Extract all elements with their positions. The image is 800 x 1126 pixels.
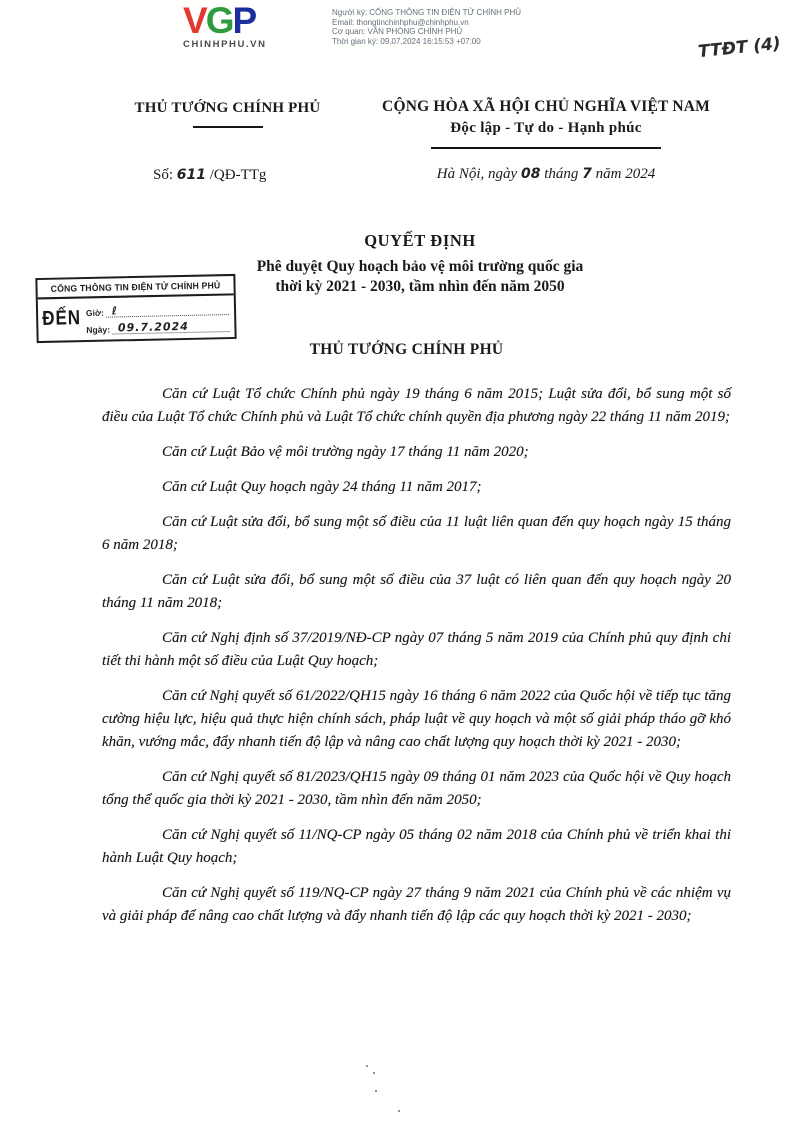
signature-email: Email: thongtinchinhphu@chinhphu.vn	[332, 17, 469, 27]
legal-basis-paragraph: Căn cứ Nghị quyết số 61/2022/QH15 ngày 16 tháng 6 năm 2022 của Quốc hội về tiếp tục tăng cường hiệu lực, hiệu quả thực hiện chính sách, pháp luật về quy hoạch và một số giải pháp tháo gỡ khó khăn, vướng mắc, đẩy nhanh tiến độ lập và nâng cao chất lượng quy hoạch thời kỳ 2021 - 2030;	[102, 688, 731, 750]
stamp-date-line	[86, 315, 229, 335]
motto-line1: CỘNG HÒA XÃ HỘI CHỦ NGHĨA VIỆT NAM	[382, 98, 710, 115]
signature-signer: Người ký: CỔNG THÔNG TIN ĐIỆN TỬ CHÍNH PHỦ	[332, 8, 522, 17]
number-value-handwritten: 611	[176, 167, 206, 183]
legal-basis-paragraph: Căn cứ Nghị quyết số 81/2023/QH15 ngày 09 tháng 01 năm 2023 của Quốc hội về Quy hoạch tổng thể quốc gia thời kỳ 2021 - 2030, tầm nhìn đến năm 2050;	[102, 769, 731, 808]
motto-line2: Độc lập - Tự do - Hạnh phúc	[450, 120, 642, 136]
logo-letter-g: G	[205, 0, 233, 41]
date-suffix: năm 2024	[595, 166, 656, 182]
issuer-name: THỦ TƯỚNG CHÍNH PHỦ	[134, 100, 321, 116]
stamp-hour-value-handwritten: ℓ	[111, 304, 119, 318]
number-suffix: /QĐ-TTg	[209, 167, 267, 183]
scan-speck	[375, 1090, 377, 1092]
date-day-handwritten: 08	[520, 166, 541, 182]
title-line2: Phê duyệt Quy hoạch bảo vệ môi trường quốc gia	[256, 258, 584, 275]
signature-time: Thời gian ký: 09.07.2024 16:15:53 +07:00	[332, 36, 481, 46]
logo-subtitle: CHINHPHU.VN	[183, 39, 267, 50]
signature-agency: Cơ quan: VĂN PHÒNG CHÍNH PHỦ	[332, 27, 463, 37]
scan-speck	[366, 1065, 368, 1067]
issuer-header	[100, 100, 355, 128]
logo-letter-p: P	[232, 0, 256, 41]
scan-speck	[373, 1072, 375, 1074]
scan-speck	[398, 1110, 400, 1112]
date-month-handwritten: 7	[582, 166, 592, 182]
document-body	[102, 341, 731, 940]
legal-basis-paragraph: Căn cứ Nghị định số 37/2019/NĐ-CP ngày 07 tháng 5 năm 2019 của Chính phủ quy định chi tiết thi hành một số điều của Luật Quy hoạch;	[102, 630, 731, 669]
logo-letter-v: V	[183, 0, 206, 41]
date-mid: tháng	[544, 166, 579, 182]
stamp-date-value-handwritten: 09.7.2024	[117, 319, 189, 335]
legal-basis-paragraph: Căn cứ Luật Quy hoạch ngày 24 tháng 11 năm 2017;	[162, 479, 482, 495]
legal-basis-paragraph: Căn cứ Luật Tổ chức Chính phủ ngày 19 tháng 6 năm 2015; Luật sửa đổi, bổ sung một số điều của Luật Tổ chức Chính phủ và Luật Tổ chức chính quyền địa phương ngày 22 tháng 11 năm 2019;	[102, 386, 731, 425]
stamp-hour-label: Giờ:	[85, 307, 104, 319]
vgp-logo	[183, 0, 333, 50]
handwritten-annotation: TTĐT (4)	[697, 33, 782, 63]
national-motto-header	[360, 98, 732, 149]
legal-basis-paragraph: Căn cứ Nghị quyết số 119/NQ-CP ngày 27 tháng 9 năm 2021 của Chính phủ về các nhiệm vụ và giải pháp để nâng cao chất lượng và đẩy nhanh tiến độ lập các quy hoạch thời kỳ 2021 - 2030;	[102, 885, 731, 924]
place-date-line	[360, 166, 732, 183]
legal-basis-paragraph: Căn cứ Luật sửa đổi, bổ sung một số điều của 37 luật có liên quan đến quy hoạch ngày 20 tháng 11 năm 2018;	[102, 572, 731, 611]
legal-basis-paragraph: Căn cứ Nghị quyết số 11/NQ-CP ngày 05 tháng 02 năm 2018 của Chính phủ về triển khai thi hành Luật Quy hoạch;	[102, 827, 731, 866]
legal-basis-paragraph: Căn cứ Luật sửa đổi, bổ sung một số điều của 11 luật liên quan đến quy hoạch ngày 15 tháng 6 năm 2018;	[102, 514, 731, 553]
stamp-date-dots	[112, 319, 230, 334]
stamp-den-label: ĐẾN	[41, 306, 82, 330]
vgp-logo-letters	[183, 0, 333, 41]
title-line1: QUYẾT ĐỊNH	[364, 231, 476, 250]
legal-basis-paragraph: Căn cứ Luật Bảo vệ môi trường ngày 17 tháng 11 năm 2020;	[162, 444, 529, 460]
issuer-underline	[193, 126, 263, 128]
document-number	[153, 167, 266, 184]
section-heading: THỦ TƯỚNG CHÍNH PHỦ	[309, 341, 504, 358]
digital-signature-block	[332, 8, 632, 46]
motto-underline	[431, 147, 661, 149]
paragraph-list	[102, 383, 731, 928]
date-prefix: Hà Nội, ngày	[436, 166, 518, 182]
stamp-date-label: Ngày:	[86, 324, 111, 336]
arrival-stamp	[35, 274, 236, 343]
stamp-office-name: CỔNG THÔNG TIN ĐIỆN TỬ CHÍNH PHỦ	[37, 275, 233, 299]
number-label: Số:	[153, 167, 174, 183]
title-line3: thời kỳ 2021 - 2030, tầm nhìn đến năm 2050	[275, 278, 565, 295]
